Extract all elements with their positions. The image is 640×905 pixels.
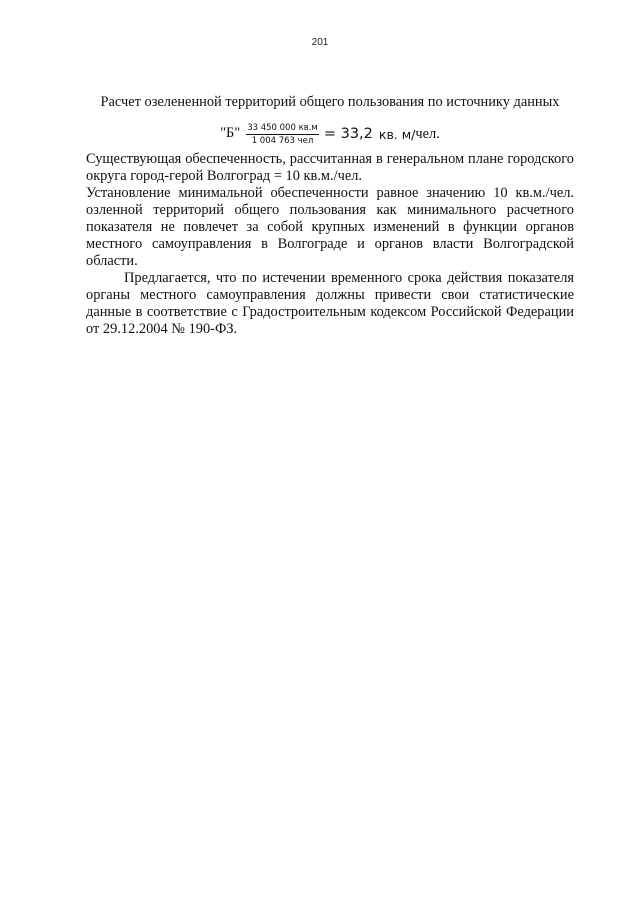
formula-result: = 33,2 [323,125,373,142]
calculation-formula [86,117,574,151]
formula-label: "Б" [220,124,241,141]
formula-fraction [246,123,319,146]
section-heading: Расчет озелененной территорий общего пользования по источнику данных [100,94,560,110]
page-number: 201 [311,37,329,48]
formula-unit-tail: чел. [415,125,440,142]
formula-denominator: 1 004 763 чел [251,135,314,146]
formula-numerator: 33 450 000 кв.м [247,122,318,133]
paragraph-existing-provision: Существующая обеспеченность, рассчитанная в генеральном плане городского округа город-герой Волгоград = 10 кв.м./чел. [86,151,574,184]
document-body [86,94,574,338]
paragraph-minimum-provision: Установление минимальной обеспеченности равное значению 10 кв.м./чел. озленной территорий общего пользования как минимального расчетного показателя не повлечет за собой крупных изменений в функции органов местного самоуправления в Волгограде и органов власти Волгоградской области. [86,185,574,269]
formula-unit: кв. м/ [378,126,416,142]
paragraph-proposal: Предлагается, что по истечении временного срока действия показателя органы местного самоуправления должны привести свои статистические данные в соответствие с Градостроительным кодексом Российской Федерации от 29.12.2004 № 190-ФЗ. [86,270,574,337]
